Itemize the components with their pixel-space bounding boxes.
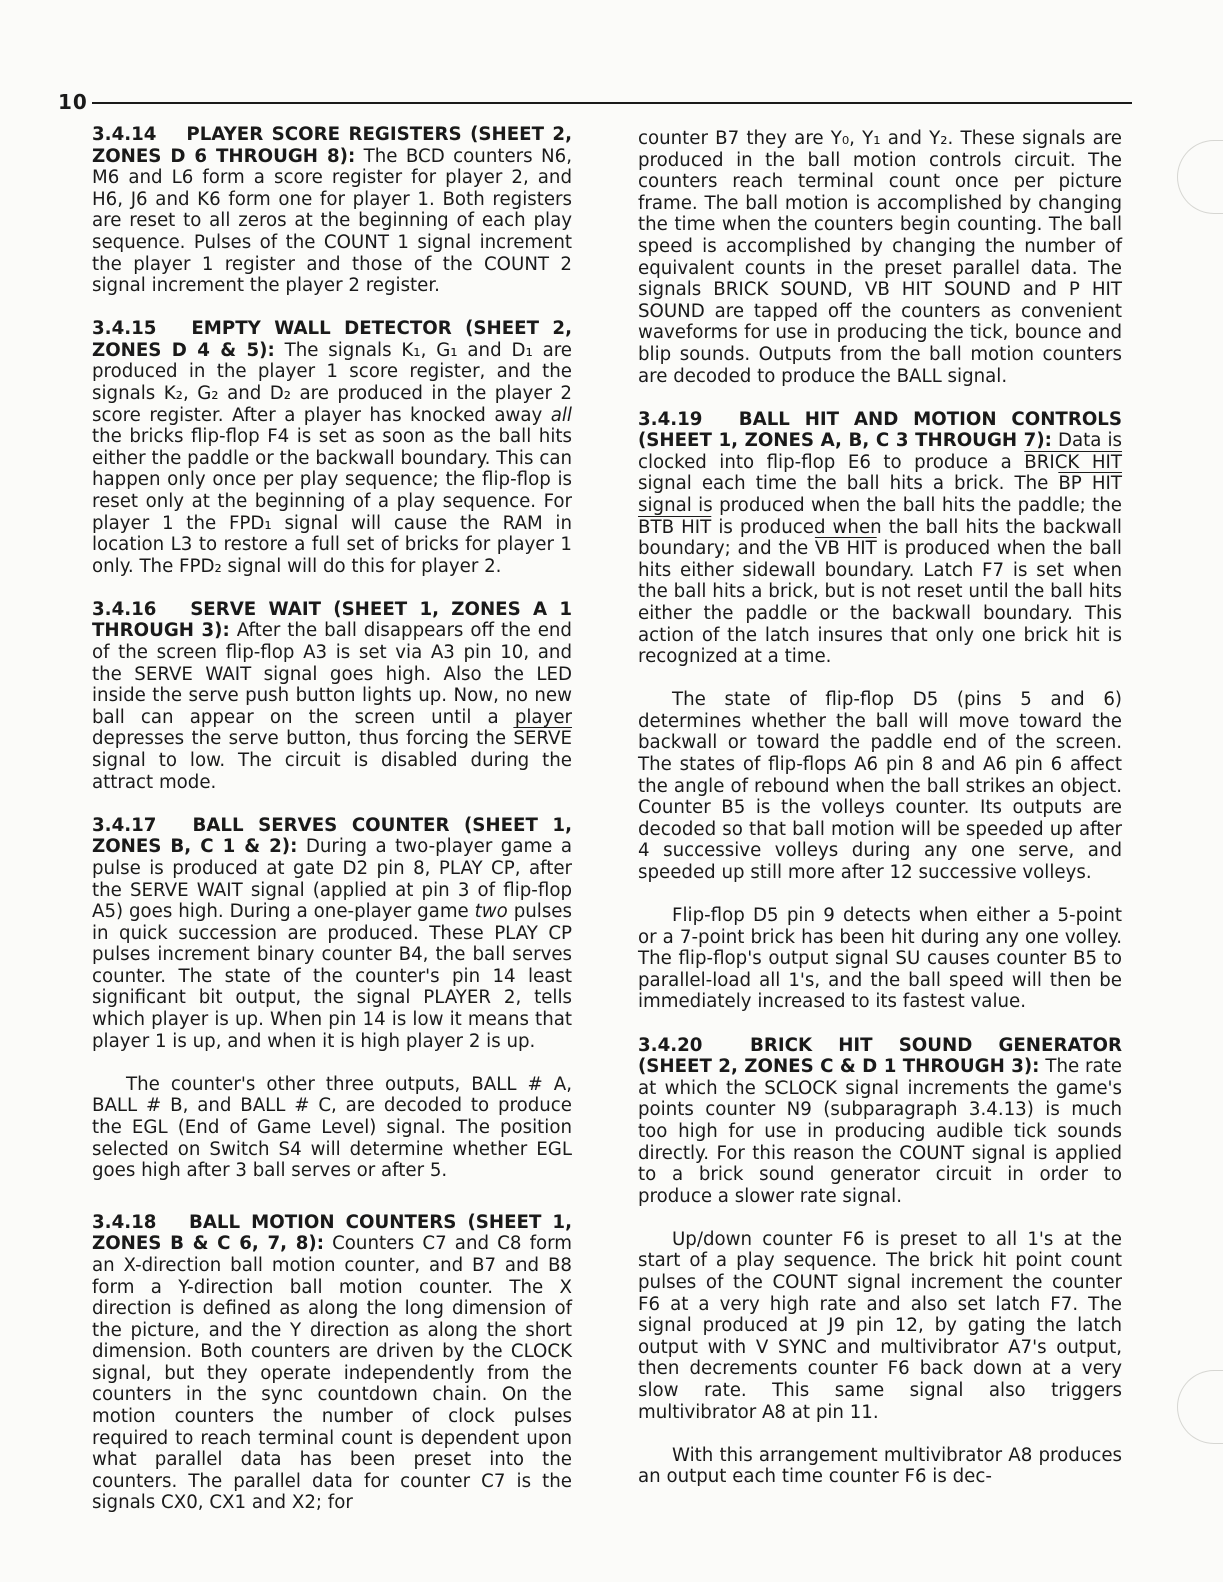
section-body: During a two-player game a pulse is produced at gate D2 pin 8, PLAY CP, after the SERVE WAIT signal (applied at pin 3 of flip-flop A5) goes high. During a one-player game [92, 836, 572, 923]
section-body: signal each time the ball hits a brick. The [638, 473, 1049, 495]
section-heading: BALL MOTION COUNTERS (SHEET 1, ZONES B & C 6, 7, 8): [92, 1211, 572, 1255]
section-body: The signals K₁, G₁ and D₁ are produced in the player 1 score register, and the signals K₂, G₂ and D₂ are produced in the player 2 score register. After a player has knocked away [92, 339, 572, 426]
paragraph-d5-pin9: Flip-flop D5 pin 9 detects when either a 5-point or a 7-point brick has been hit during any one volley. The flip-flop's output signal SU causes counter B5 to parallel-load all 1's, and the ball speed will then be immediately increased to its fastest value. [638, 905, 1122, 1013]
section-body: pulses in quick succession are produced. These PLAY CP pulses increment binary counter B4, the ball serves counter. The state of the counter's pin 14 least significant bit output, the signal PLAYER 2, tells which player is up. When pin 14 is low it means that player 1 is up, and when it is high player 2 is up. [92, 901, 572, 1052]
section-body: the bricks flip-flop F4 is set as soon as the ball hits either the paddle or the backwall boundary. This can happen only once per play sequence; the flip-flop is reset only at the beginning of a play sequence. For player 1 the FPD₁ signal will cause the RAM in location L3 to restore a full set of bricks for player 1 only. The FPD₂ signal will do this for player 2. [92, 426, 572, 577]
signal-overline: SERVE [513, 728, 572, 750]
section-heading: EMPTY WALL DETECTOR (SHEET 2, ZONES D 4 & 5): [92, 318, 572, 361]
paragraph-multivibrator-a8: With this arrangement multivibrator A8 produces an output each time counter F6 is dec- [638, 1444, 1122, 1488]
section-number: 3.4.16 [92, 598, 157, 620]
section-number: 3.4.15 [92, 318, 157, 340]
binder-hole [1177, 1370, 1223, 1444]
paragraph-counter-f6: Up/down counter F6 is preset to all 1's at the start of a play sequence. The brick hit point count pulses of the COUNT signal increment the counter F6 at a very high rate and also set latch F7. The signal produced at J9 pin 12, by gating the latch output with V SYNC and multivibrator A7's output, then decrements counter F6 back down at a very slow rate. This same signal also triggers multivibrator A8 at pin 11. [638, 1228, 1122, 1423]
emphasis-text: two [474, 901, 508, 923]
section-body: The BCD counters N6, M6 and L6 form a score register for player 2, and H6, J6 and K6 form one for player 1. Both registers are reset to all zeros at the beginning of each play sequence. Pulses of the COUNT 1 signal increment the player 1 register and those of the COUNT 2 signal increment the player 2 register. [92, 145, 572, 297]
signal-overline: BP HIT [1058, 473, 1122, 495]
section-body: Data is clocked into flip-flop E6 to produce a [638, 430, 1122, 473]
signal-overline: BRICK HIT [1024, 451, 1122, 473]
section-heading: SERVE WAIT (SHEET 1, ZONES A 1 THROUGH 3): [92, 598, 572, 642]
section-3-4-17 [92, 815, 572, 1053]
section-3-4-15 [92, 318, 572, 577]
paragraph-counter-outputs: The counter's other three outputs, BALL # A, BALL # B, and BALL # C, are decoded to produce the EGL (End of Game Level) signal. The position selected on Switch S4 will determine whether EGL goes high after 3 ball serves or after 5. [92, 1073, 572, 1182]
signal-overline: BTB HIT [638, 516, 712, 538]
section-heading: BRICK HIT SOUND GENERATOR (SHEET 2, ZONES C & D 1 THROUGH 3): [638, 1034, 1122, 1078]
header-rule [92, 102, 1132, 104]
paragraph-continued: counter B7 they are Y₀, Y₁ and Y₂. These signals are produced in the ball motion controls circuit. The counters reach terminal count once per picture frame. The ball motion is accomplished by changing the time when the counters begin counting. The ball speed is accomplished by changing the number of equivalent counts in the preset parallel data. The signals BRICK SOUND, VB HIT SOUND and P HIT SOUND are tapped off the counters as convenient waveforms for use in producing the tick, bounce and blip sounds. Outputs from the ball motion counters are decoded to produce the BALL signal. [638, 128, 1122, 387]
section-heading: PLAYER SCORE REGISTERS (SHEET 2, ZONES D 6 THROUGH 8): [92, 124, 572, 167]
section-body: is produced when the ball hits the backwall boundary; and the [638, 516, 1122, 560]
section-number: 3.4.20 [638, 1034, 703, 1056]
section-body: The rate at which the SCLOCK signal increments the game's points counter N9 (subparagraph 3.4.13) is much too high for use in producing audible tick sounds directly. For this reason the COUNT signal is applied to a brick sound generator circuit in order to produce a slower rate signal. [638, 1056, 1122, 1207]
section-heading: BALL SERVES COUNTER (SHEET 1, ZONES B, C 1 & 2): [92, 814, 572, 858]
binder-hole [1177, 140, 1223, 214]
section-3-4-16 [92, 599, 572, 793]
emphasis-text: all [550, 404, 572, 426]
section-body: signal is produced when the ball hits the paddle; the [638, 495, 1122, 516]
right-column [638, 128, 1122, 1509]
left-column [92, 124, 572, 1536]
section-3-4-19 [638, 409, 1122, 668]
section-3-4-18 [92, 1212, 572, 1514]
section-heading: BALL HIT AND MOTION CONTROLS (SHEET 1, ZONES A, B, C 3 THROUGH 7): [638, 408, 1122, 452]
section-3-4-14 [92, 124, 572, 297]
section-number: 3.4.17 [92, 814, 157, 836]
section-body: is produced when the ball hits either sidewall boundary. Latch F7 is set when the ball hits a brick, but is not reset until the ball hits either the paddle or the backwall boundary. This action of the latch insures that only one brick hit is recognized at a time. [638, 538, 1122, 668]
section-3-4-20 [638, 1035, 1122, 1208]
section-number: 3.4.19 [638, 408, 703, 430]
section-number: 3.4.18 [92, 1211, 157, 1233]
signal-overline: VB HIT [814, 538, 877, 560]
section-number: 3.4.14 [92, 124, 157, 145]
section-body: Counters C7 and C8 form an X-direction ball motion counter, and B7 and B8 form a Y-direction ball motion counter. The X direction is defined as along the long dimension of the picture, and the Y direction as along the short dimension. Both counters are driven by the CLOCK signal, but they operate independently from the counters in the sync countdown chain. On the motion counters the number of clock pulses required to reach terminal count is dependent upon what parallel data has been preset into the counters. The parallel data for counter C7 is the signals CX0, CX1 and X2; for [92, 1233, 572, 1514]
paragraph-flip-flop-d5: The state of flip-flop D5 (pins 5 and 6) determines whether the ball will move toward the backwall or toward the paddle end of the screen. The states of flip-flops A6 pin 8 and A6 pin 6 affect the angle of rebound when the ball strikes an object. Counter B5 is the volleys counter. Its outputs are decoded so that ball motion will be speeded up after 4 successive volleys during any one serve, and speeded up still more after 12 successive volleys. [638, 689, 1122, 883]
page-number: 10 [58, 90, 88, 114]
section-body: After the ball disappears off the end of the screen flip-flop A3 is set via A3 pin 10, and the SERVE WAIT signal goes high. Also the LED inside the serve push button lights up. Now, no new ball can appear on the screen until a player depresses the serve button, thus forcing the [92, 620, 572, 750]
section-body: signal to low. The circuit is disabled during the attract mode. [92, 750, 572, 793]
